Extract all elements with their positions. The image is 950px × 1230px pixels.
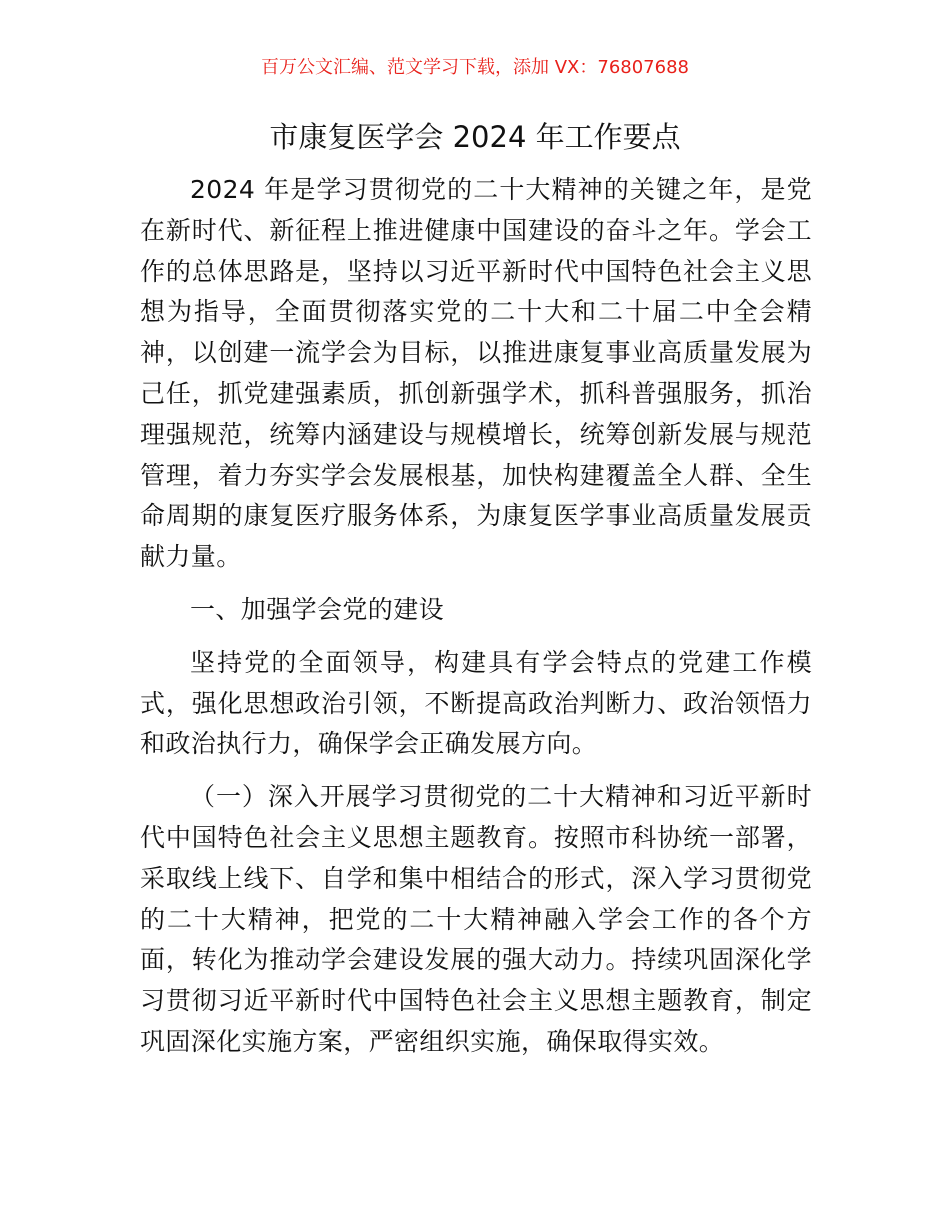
paragraph-intro: 2024 年是学习贯彻党的二十大精神的关键之年，是党在新时代、新征程上推进健康中国建设的奋斗之年。学会工作的总体思路是，坚持以习近平新时代中国特色社会主义思想为指导，全面贯彻落实党的二十大和二十届二中全会精神，以创建一流学会为目标，以推进康复事业高质量发展为己任，抓党建强素质，抓创新强学术，抓科普强服务，抓治理强规范，统筹内涵建设与规模增长，统筹创新发展与规范管理，着力夯实学会发展根基，加快构建覆盖全人群、全生命周期的康复医疗服务体系，为康复医学事业高质量发展贡献力量。 (140, 175, 812, 572)
header-banner: 百万公文汇编、范文学习下载，添加 VX：76807688 (261, 57, 689, 78)
section-heading-1: 一、加强学会党的建设 (190, 594, 445, 624)
paragraph-section-1: 坚持党的全面领导，构建具有学会特点的党建工作模式，强化思想政治引领，不断提高政治判断力、政治领悟力和政治执行力，确保学会正确发展方向。 (140, 647, 812, 759)
document-title: 市康复医学会 2024 年工作要点 (269, 120, 681, 154)
paragraph-subsection-1: （一）深入开展学习贯彻党的二十大精神和习近平新时代中国特色社会主义思想主题教育。按照市科协统一部署，采取线上线下、自学和集中相结合的形式，深入学习贯彻党的二十大精神，把党的二十大精神融入学会工作的各个方面，转化为推动学会建设发展的强大动力。持续巩固深化学习贯彻习近平新时代中国特色社会主义思想主题教育，制定巩固深化实施方案，严密组织实施，确保取得实效。 (140, 782, 812, 1056)
document-body (140, 170, 812, 1063)
